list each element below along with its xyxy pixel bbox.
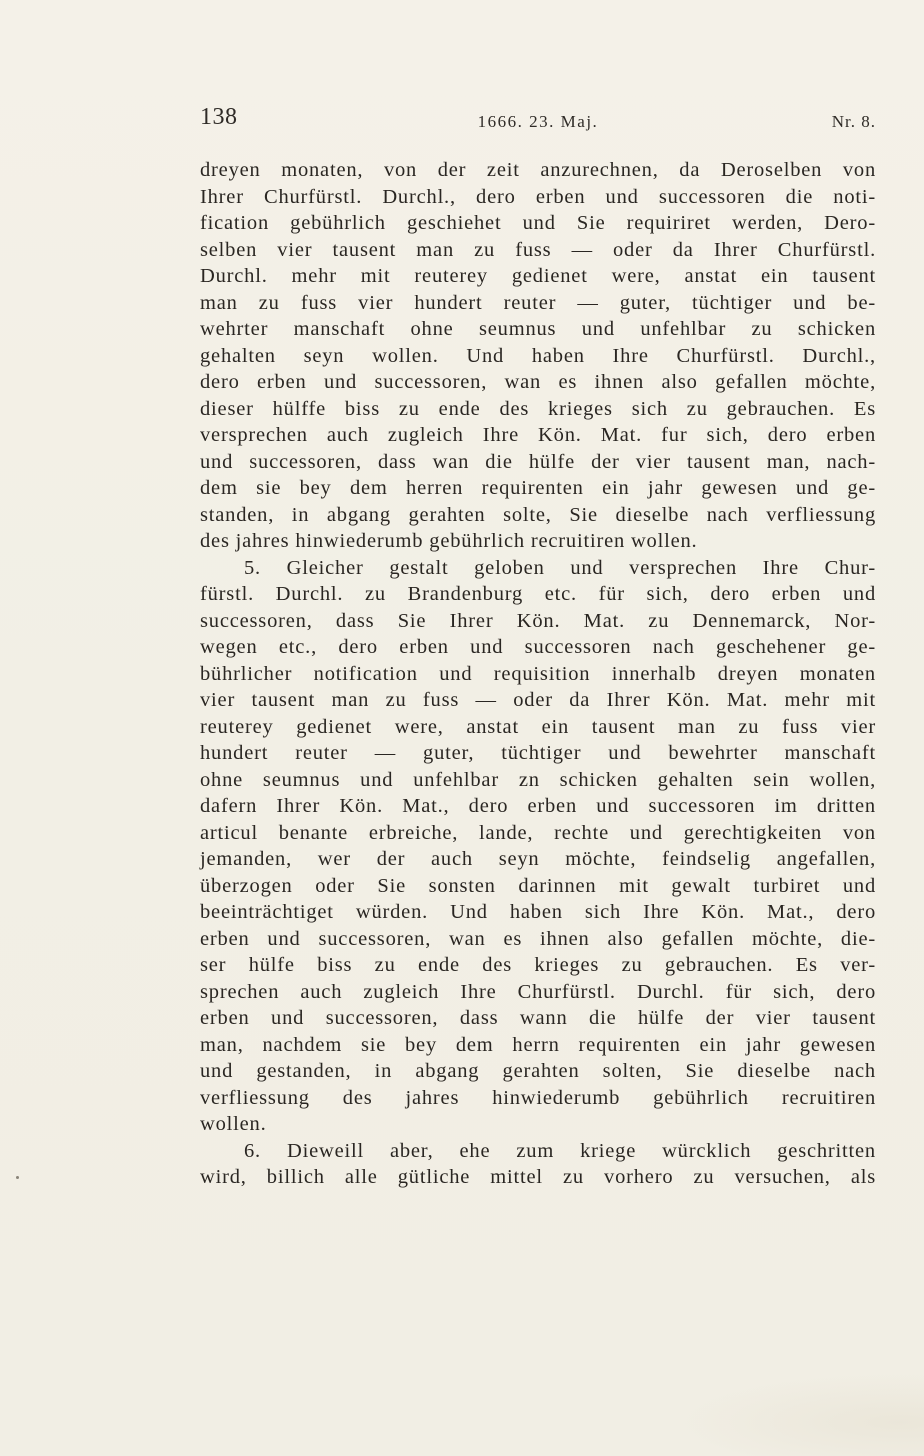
text-line: beeinträchtiget würden. Und haben sich Ihre Kön. Mat., dero bbox=[200, 901, 876, 923]
text-line: ser hülfe biss zu ende des krieges zu gebrauchen. Es ver- bbox=[200, 954, 876, 976]
text-line: successoren, dass Sie Ihrer Kön. Mat. zu Dennemarck, Nor- bbox=[200, 609, 876, 632]
text-line: fürstl. Durchl. zu Brandenburg etc. für sich, dero erben und bbox=[200, 583, 876, 605]
text-line: des jahres hinwiederumb gebührlich recruitiren wollen. bbox=[200, 530, 698, 552]
text-line: ohne seumnus und unfehlbar zn schicken gehalten sein wollen, bbox=[200, 768, 876, 791]
text-line: fication gebührlich geschiehet und Sie requiriret werden, Dero- bbox=[200, 212, 876, 234]
paper-speck bbox=[16, 1176, 19, 1179]
text-line: überzogen oder Sie sonsten darinnen mit gewalt turbiret und bbox=[200, 874, 876, 897]
page-header bbox=[200, 104, 876, 136]
text-line: selben vier tausent man zu fuss — oder da Ihrer Churfürstl. bbox=[200, 238, 876, 261]
text-line: erben und successoren, wan es ihnen also gefallen möchte, die- bbox=[200, 927, 876, 950]
text-line: gehalten seyn wollen. Und haben Ihre Churfürstl. Durchl., bbox=[200, 344, 876, 367]
text-line: wehrter manschaft ohne seumnus und unfehlbar zu schicken bbox=[200, 318, 876, 340]
text-line: erben und successoren, dass wann die hülfe der vier tausent bbox=[200, 1007, 876, 1029]
header-date: 1666. 23. Maj. bbox=[477, 112, 599, 131]
text-line: dieser hülffe biss zu ende des krieges sich zu gebrauchen. Es bbox=[200, 397, 876, 420]
text-line: Durchl. mehr mit reuterey gedienet were, anstat ein tausent bbox=[200, 265, 876, 287]
text-line: versprechen auch zugleich Ihre Kön. Mat. fur sich, dero erben bbox=[200, 424, 876, 446]
text-line: 6. Dieweill aber, ehe zum kriege würcklich geschritten bbox=[244, 1139, 876, 1162]
text-line: articul benante erbreiche, lande, rechte und gerechtigkeiten von bbox=[200, 821, 876, 844]
text-line: verfliessung des jahres hinwiederumb gebührlich recruitiren bbox=[200, 1086, 876, 1109]
text-line: jemanden, wer der auch seyn möchte, feindselig angefallen, bbox=[200, 848, 876, 870]
text-line: wollen. bbox=[200, 1113, 267, 1135]
document-number: Nr. 8. bbox=[831, 112, 876, 131]
text-line: dreyen monaten, von der zeit anzurechnen, da Deroselben von bbox=[200, 159, 876, 181]
text-line: dem sie bey dem herren requirenten ein jahr gewesen und ge- bbox=[200, 477, 876, 499]
text-line: vier tausent man zu fuss — oder da Ihrer Kön. Mat. mehr mit bbox=[200, 689, 876, 711]
text-line: wegen etc., dero erben und successoren nach geschehener ge- bbox=[200, 636, 876, 658]
body-text bbox=[200, 157, 876, 1191]
text-line: man, nachdem sie bey dem herrn requirenten ein jahr gewesen bbox=[200, 1033, 876, 1056]
page-corner-shading bbox=[674, 1372, 924, 1456]
text-line: 5. Gleicher gestalt geloben und versprechen Ihre Chur- bbox=[244, 556, 876, 579]
text-line: sprechen auch zugleich Ihre Churfürstl. Durchl. für sich, dero bbox=[200, 980, 876, 1003]
text-line: bührlicher notification und requisition innerhalb dreyen monaten bbox=[200, 662, 876, 685]
text-line: wird, billich alle gütliche mittel zu vorhero zu versuchen, als bbox=[200, 1166, 876, 1188]
text-line: man zu fuss vier hundert reuter — guter, tüchtiger und be- bbox=[200, 291, 876, 314]
text-line: und gestanden, in abgang gerahten solten, Sie dieselbe nach bbox=[200, 1060, 876, 1082]
page-number: 138 bbox=[200, 104, 238, 130]
text-line: standen, in abgang gerahten solte, Sie dieselbe nach verfliessung bbox=[200, 503, 876, 526]
text-line: hundert reuter — guter, tüchtiger und bewehrter manschaft bbox=[200, 742, 876, 764]
text-line: und successoren, dass wan die hülfe der vier tausent man, nach- bbox=[200, 450, 876, 473]
text-line: dero erben und successoren, wan es ihnen also gefallen möchte, bbox=[200, 371, 876, 393]
text-line: dafern Ihrer Kön. Mat., dero erben und successoren im dritten bbox=[200, 795, 876, 817]
text-line: reuterey gedienet were, anstat ein tausent man zu fuss vier bbox=[200, 715, 876, 738]
text-line: Ihrer Churfürstl. Durchl., dero erben und successoren die noti- bbox=[200, 185, 876, 208]
